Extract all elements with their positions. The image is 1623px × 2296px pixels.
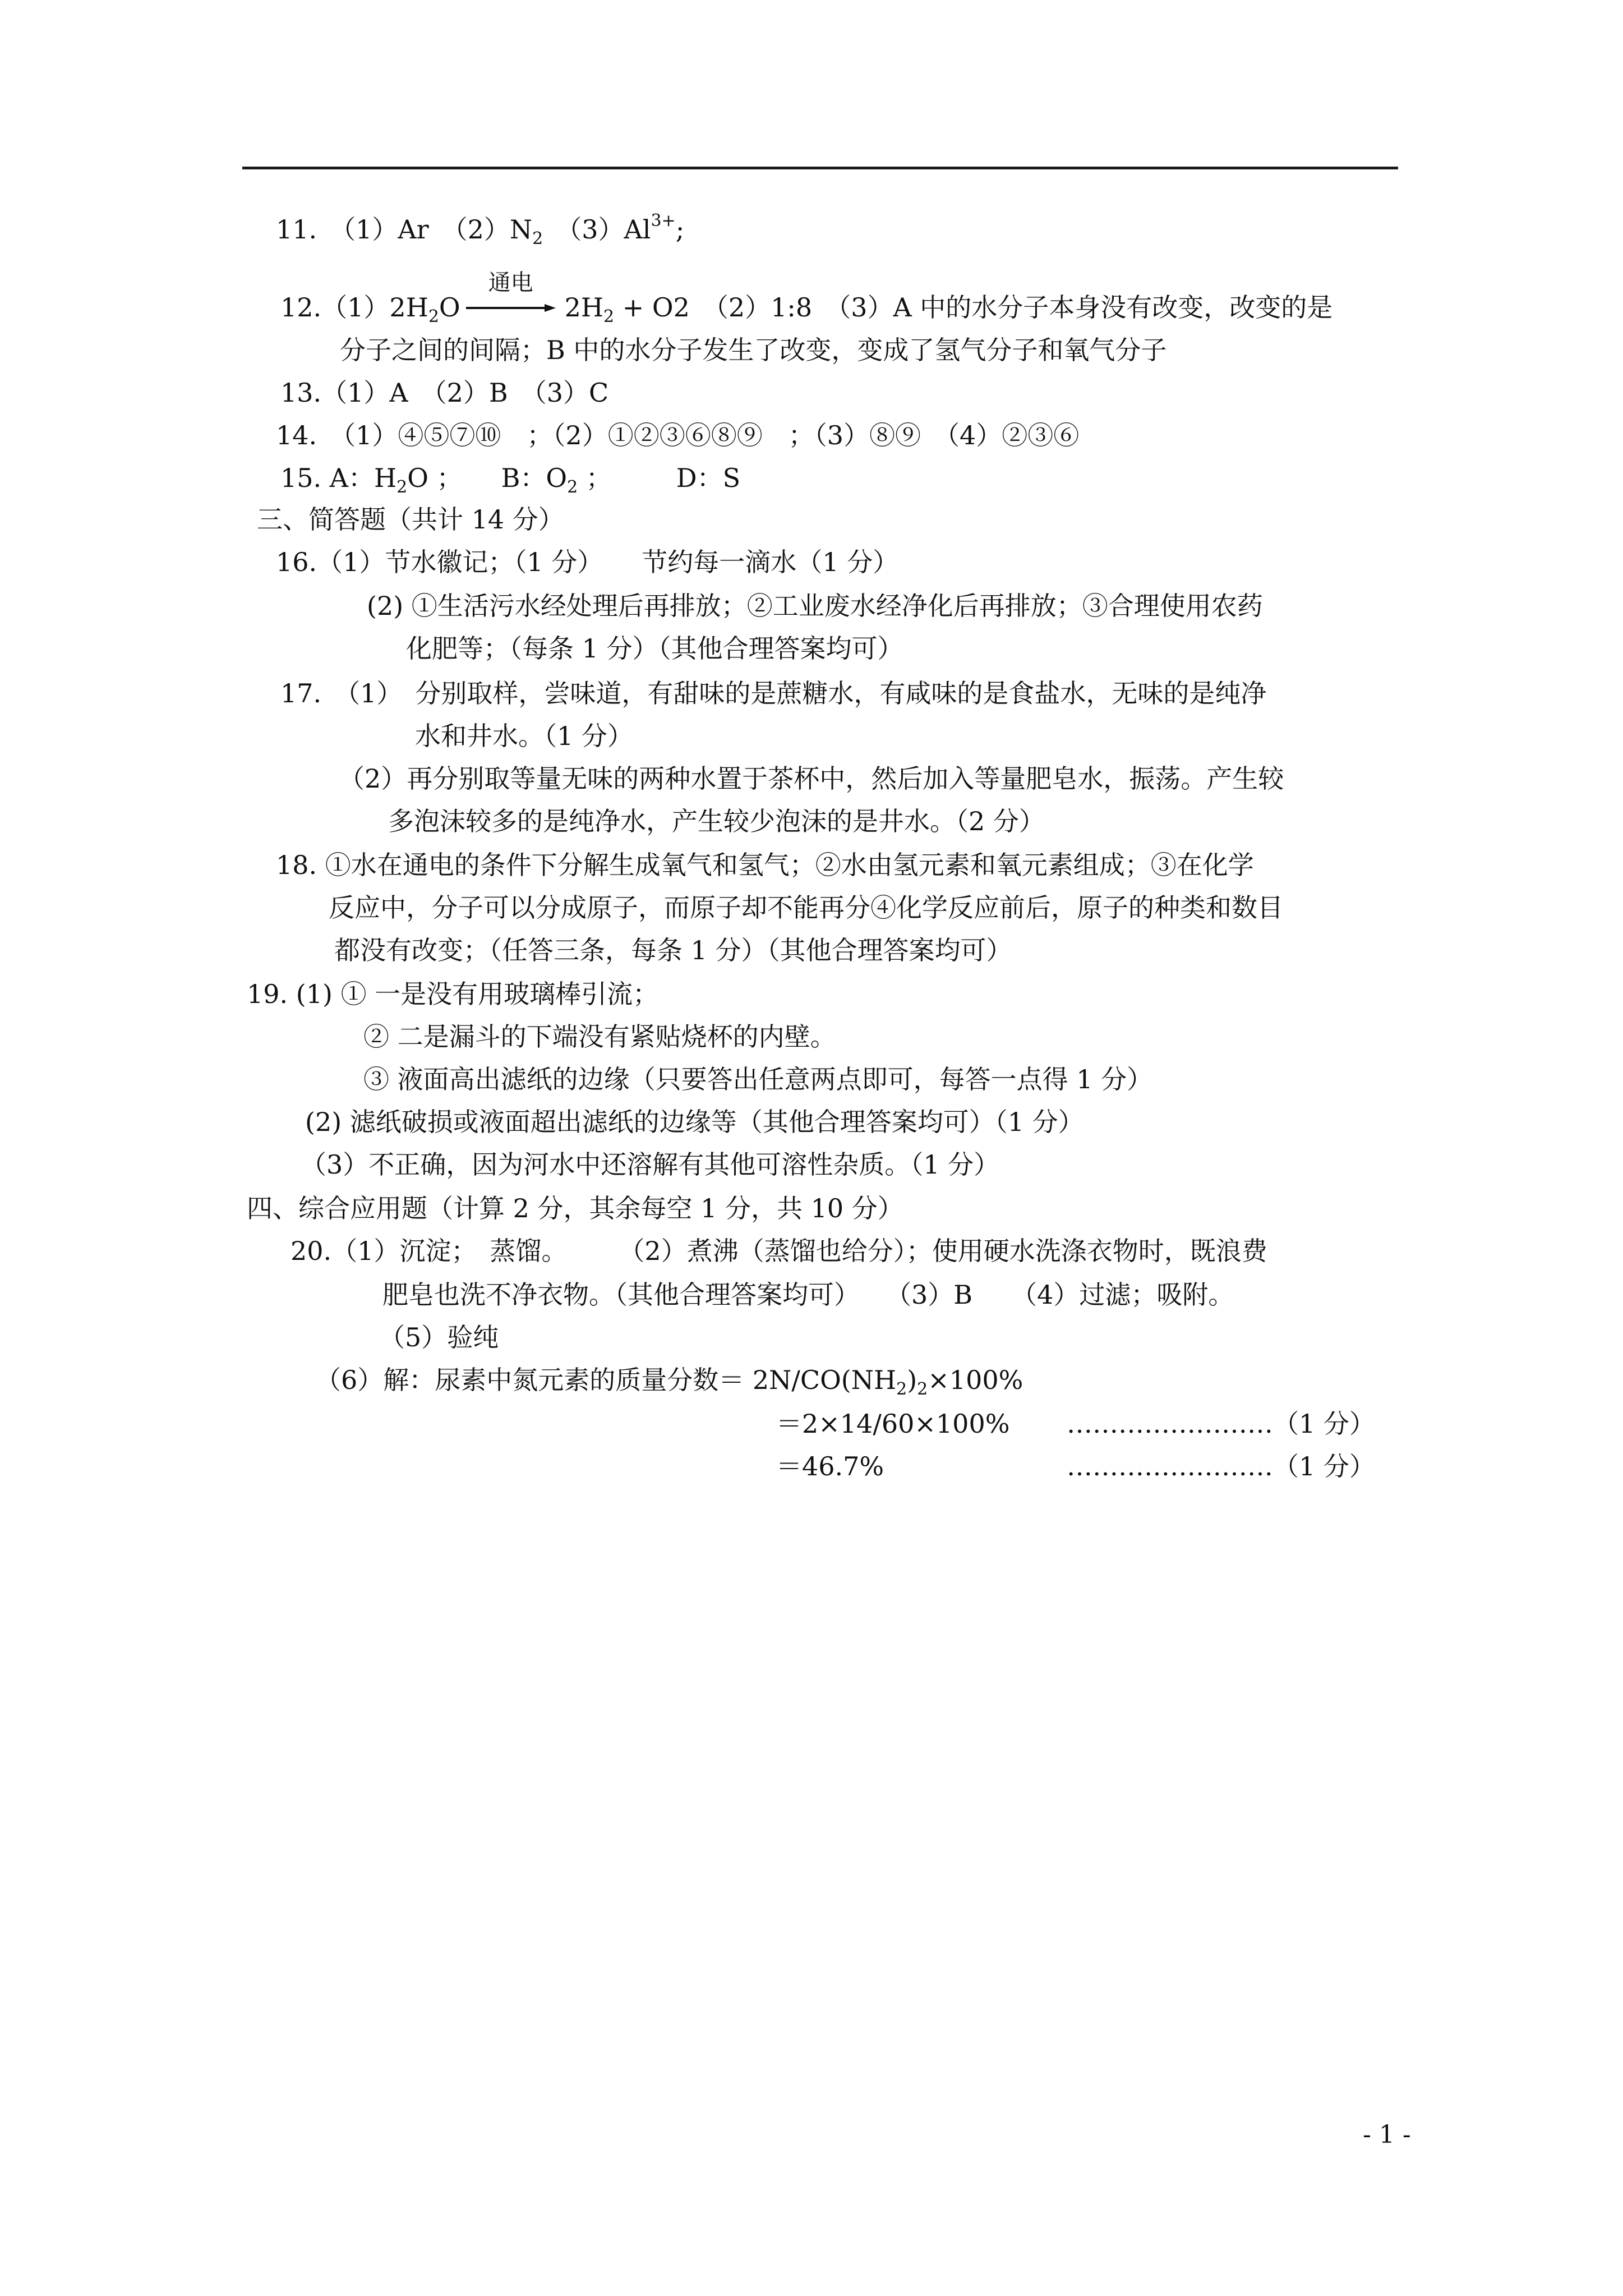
question-number: 15. [280, 463, 322, 493]
question-number: 11. [276, 214, 317, 245]
arrow-right-icon [466, 304, 556, 312]
answer-12-cont: 分子之间的间隔；B 中的水分子发生了改变，变成了氢气分子和氧气分子 [340, 335, 1167, 365]
answer-20-calc-1: （6）解：尿素中氮元素的质量分数＝ $2N/CO(NH_2)_2\times 100\%$ [315, 1365, 1023, 1399]
section-heading-4: 四、综合应用题（计算 2 分，其余每空 1 分，共 10 分） [247, 1193, 903, 1223]
section-heading-3: 三、简答题（共计 14 分） [257, 504, 564, 535]
score-note: ……………………（1 分） [1067, 1451, 1375, 1481]
condition-label: 通电 [488, 270, 533, 296]
score-note: ……………………（1 分） [1067, 1409, 1375, 1439]
answer-17-2: 水和井水。（1 分） [415, 721, 633, 751]
question-number: 13. [280, 378, 322, 408]
question-number: 12. [280, 292, 322, 323]
answer-18: 18. ①水在通电的条件下分解生成氧气和氢气；②水由氢元素和氧元素组成；③在化学 [276, 850, 1254, 880]
question-number: 19. [247, 979, 288, 1009]
answer-17-3: （2）再分别取等量无味的两种水置于茶杯中，然后加入等量肥皂水，振荡。产生较 [339, 763, 1284, 794]
question-number: 17. [280, 678, 322, 708]
answer-19-3: ③ 液面高出滤纸的边缘（只要答出任意两点即可，每答一点得 1 分） [363, 1064, 1153, 1094]
answer-11: 11. （1）Ar $(2)N_2$ $(3)Al^{3+}$; [276, 211, 685, 249]
answer-19-2: ② 二是漏斗的下端没有紧贴烧杯的内壁。 [363, 1022, 836, 1052]
header-rule [242, 167, 1398, 169]
question-number: 14. [276, 420, 317, 450]
answer-20-calc-3: ＝46.7% [776, 1451, 884, 1481]
question-number: 20. [291, 1236, 332, 1266]
question-number: 16. [276, 547, 317, 577]
answer-19: 19. (1) ① 一是没有用玻璃棒引流； [247, 979, 659, 1009]
answer-18-2: 反应中，分子可以分成原子，而原子却不能再分④化学反应前后，原子的种类和数目 [329, 892, 1283, 923]
answer-12: $12.(1)2H_2O$ 通电 $2H_2 + O2$ （2）1:8 （3）A 中的水分子本身没有改变，改变的是 [280, 291, 1332, 334]
answer-20: 20.（1）沉淀； 蒸馏。 （2）煮沸（蒸馏也给分）；使用硬水洗涤衣物时，既浪费 [291, 1236, 1267, 1266]
answer-16-3: 化肥等；（每条 1 分）（其他合理答案均可） [406, 633, 903, 664]
reaction-arrow [466, 270, 556, 324]
answer-14: 14. （1）④⑤⑦⑩ ；（2）①②③⑥⑧⑨ ；（3）⑧⑨ （4）②③⑥ [276, 420, 1080, 450]
answer-15: 15. A：$H_2O$ ； B：$O_2$ ； D：S [280, 463, 741, 497]
answer-20-3: （5）验纯 [379, 1322, 499, 1352]
page-number: - 1 - [1363, 2120, 1411, 2149]
answer-17-4: 多泡沫较多的是纯净水，产生较少泡沫的是井水。（2 分） [388, 806, 1045, 836]
answer-13: 13.（1）A （2）B （3）C [280, 378, 609, 408]
answer-19-5: （3）不正确，因为河水中还溶解有其他可溶性杂质。（1 分） [301, 1149, 1000, 1180]
answer-20-2: 肥皂也洗不净衣物。（其他合理答案均可） （3）B （4）过滤；吸附。 [382, 1280, 1234, 1310]
answer-16: 16.（1）节水徽记；（1 分） 节约每一滴水（1 分） [276, 547, 899, 577]
answer-17: 17. （1） 分别取样，尝味道，有甜味的是蔗糖水，有咸味的是食盐水，无味的是纯净 [280, 678, 1267, 708]
answer-18-3: 都没有改变；（任答三条，每条 1 分）（其他合理答案均可） [334, 935, 1012, 965]
answer-19-4: (2) 滤纸破损或液面超出滤纸的边缘等（其他合理答案均可）（1 分） [305, 1107, 1084, 1137]
answer-20-calc-2: ＝2×14/60×100% [776, 1409, 1010, 1439]
question-number: 18. [276, 850, 317, 880]
answer-16-2: (2) ①生活污水经处理后再排放；②工业废水经净化后再排放；③合理使用农药 [367, 591, 1263, 621]
